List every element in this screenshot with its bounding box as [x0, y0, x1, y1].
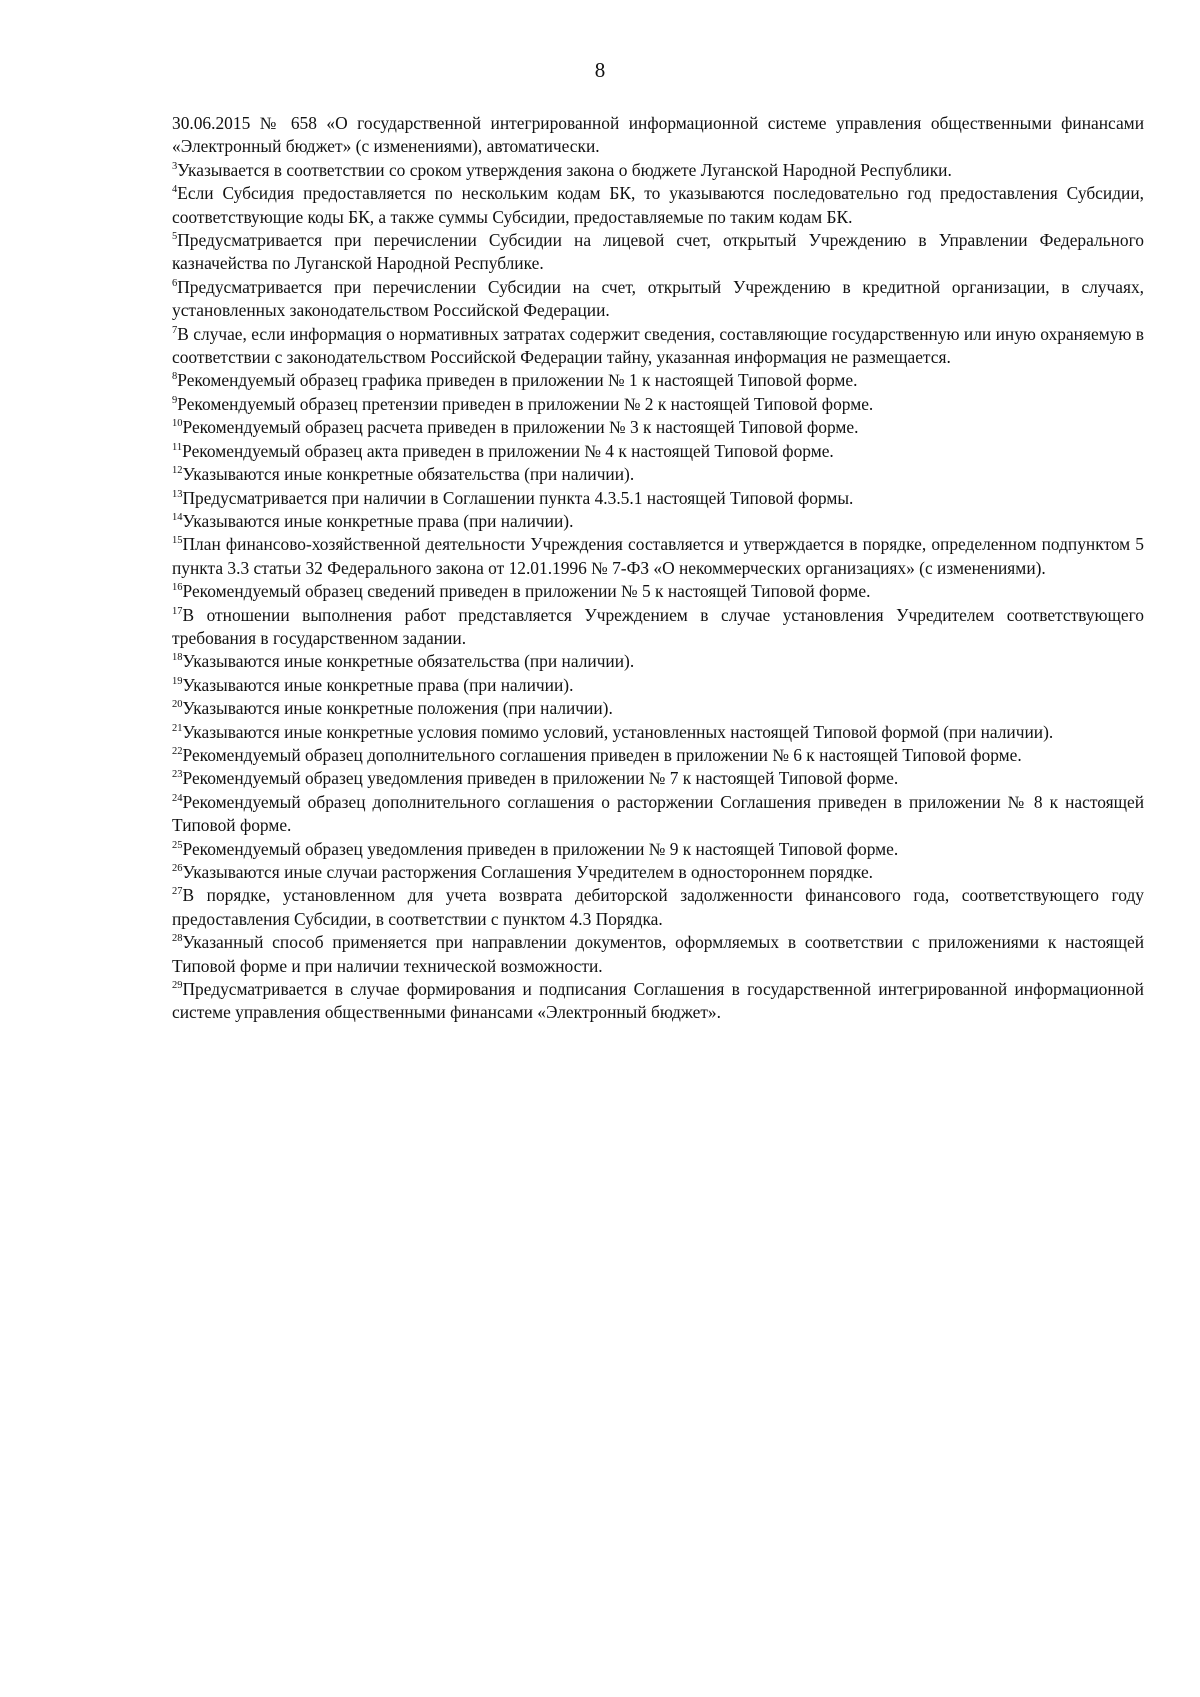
footnote — [172, 440, 1144, 463]
footnote-text: Предусматривается при перечислении Субсидии на счет, открытый Учреждению в кредитной организации, в случаях, установленных законодательством Российской Федерации. — [172, 276, 1144, 321]
footnote — [172, 510, 1144, 533]
footnote — [172, 369, 1144, 392]
footnote-text: Рекомендуемый образец дополнительного соглашения приведен в приложении № 6 к настоящей Типовой форме. — [182, 744, 1022, 765]
footnote — [172, 674, 1144, 697]
footnote-marker: 6 — [172, 278, 178, 290]
footnote-text: Если Субсидия предоставляется по нескольким кодам БК, то указываются последовательно год предоставления Субсидии, соответствующие коды БК, а также суммы Субсидии, предоставляемые по таким кодам БК. — [172, 183, 1144, 227]
footnote-marker: 11 — [172, 441, 183, 453]
footnote-marker: 28 — [172, 933, 183, 945]
footnote-marker: 29 — [172, 980, 183, 992]
footnote-text: Указываются иные конкретные права (при наличии). — [182, 510, 574, 531]
footnote-text: В порядке, установленном для учета возврата дебиторской задолженности финансового года, соответствующего году предоставления Субсидии, в соответствии с пунктом 4.3 Порядка. — [172, 885, 1144, 929]
footnote-marker: 20 — [172, 699, 183, 711]
footnote — [172, 393, 1144, 416]
footnote-marker: 8 — [172, 371, 178, 383]
footnote-marker: 27 — [172, 886, 183, 898]
footnote-text: Рекомендуемый образец уведомления приведен в приложении № 7 к настоящей Типовой форме. — [182, 768, 899, 789]
footnote-marker: 18 — [172, 652, 183, 664]
footnote — [172, 276, 1144, 323]
footnote-marker: 16 — [172, 582, 183, 594]
footnote — [172, 487, 1144, 510]
footnotes-list — [172, 112, 1144, 1025]
footnote-text: План финансово-хозяйственной деятельности Учреждения составляется и утверждается в порядке, определенном подпунктом 5 пункта 3.3 статьи 32 Федерального закона от 12.01.1996 № 7-ФЗ «О некоммерческих организациях» (с изменениями). — [172, 534, 1144, 578]
footnote — [172, 416, 1144, 439]
footnote-marker: 5 — [172, 231, 178, 243]
footnote — [172, 229, 1144, 276]
footnote — [172, 650, 1144, 673]
footnote — [172, 533, 1144, 580]
footnote-text: Рекомендуемый образец дополнительного соглашения о расторжении Соглашения приведен в приложении № 8 к настоящей Типовой форме. — [172, 791, 1144, 836]
footnote-marker: 24 — [172, 792, 183, 804]
footnote-marker: 10 — [172, 418, 183, 430]
footnote-text: Рекомендуемый образец акта приведен в приложении № 4 к настоящей Типовой форме. — [182, 440, 834, 461]
footnote-marker: 25 — [172, 839, 183, 851]
footnote-text: Указываются иные случаи расторжения Соглашения Учредителем в одностороннем порядке. — [182, 862, 874, 882]
footnote-marker: 9 — [172, 395, 178, 407]
footnote-marker: 15 — [172, 535, 183, 547]
footnote — [172, 463, 1144, 486]
footnote-marker: 22 — [172, 746, 183, 758]
footnote — [172, 580, 1144, 603]
footnote-text: Указываются иные конкретные права (при наличии). — [182, 674, 574, 695]
footnote-text: Рекомендуемый образец претензии приведен в приложении № 2 к настоящей Типовой форме. — [177, 393, 874, 414]
footnote-text: Рекомендуемый образец расчета приведен в приложении № 3 к настоящей Типовой форме. — [182, 417, 859, 438]
footnote — [172, 323, 1144, 370]
footnote — [172, 931, 1144, 978]
footnote-text: 30.06.2015 № 658 «О государственной интегрированной информационной системе управления общественными финансами «Электронный бюджет» (с изменениями), автоматически. — [172, 113, 1144, 157]
footnote-marker: 17 — [172, 605, 183, 617]
footnote-continuation — [172, 112, 1144, 159]
page-number: 8 — [594, 58, 606, 82]
footnote-marker: 19 — [172, 675, 183, 687]
footnote-marker: 7 — [172, 324, 178, 336]
footnote-marker: 12 — [172, 465, 183, 477]
footnote-text: Предусматривается при перечислении Субсидии на лицевой счет, открытый Учреждению в Управлении Федерального казначейства по Луганской Народной Республике. — [172, 230, 1144, 274]
footnote-text: Указываются иные конкретные условия помимо условий, установленных настоящей Типовой формой (при наличии). — [182, 721, 1054, 742]
footnote-text: Рекомендуемый образец уведомления приведен в приложении № 9 к настоящей Типовой форме. — [182, 838, 899, 859]
footnote-text: Предусматривается при наличии в Соглашении пункта 4.3.5.1 настоящей Типовой формы. — [182, 487, 854, 508]
footnote-text: Рекомендуемый образец сведений приведен в приложении № 5 к настоящей Типовой форме. — [182, 581, 871, 602]
footnote-text: Предусматривается в случае формирования и подписания Соглашения в государственной интегрированной информационной системе управления общественными финансами «Электронный бюджет». — [172, 979, 1144, 1023]
footnote-text: Указываются иные конкретные положения (при наличии). — [182, 698, 613, 719]
footnote-marker: 4 — [172, 184, 178, 196]
footnote — [172, 744, 1144, 767]
footnote-text: Указываются иные конкретные обязательства (при наличии). — [182, 651, 635, 672]
footnote-text: Указываются иные конкретные обязательства (при наличии). — [182, 464, 635, 485]
footnote — [172, 838, 1144, 861]
footnote — [172, 604, 1144, 651]
footnote — [172, 791, 1144, 838]
footnote-marker: 14 — [172, 512, 183, 524]
footnote — [172, 884, 1144, 931]
footnote — [172, 697, 1144, 720]
footnote — [172, 978, 1144, 1025]
footnote-marker: 13 — [172, 488, 183, 500]
footnote-text: Рекомендуемый образец графика приведен в приложении № 1 к настоящей Типовой форме. — [177, 370, 858, 391]
footnote — [172, 159, 1144, 182]
footnote-marker: 26 — [172, 863, 183, 875]
footnote-text: Указывается в соответствии со сроком утверждения закона о бюджете Луганской Народной Республики. — [177, 159, 952, 180]
footnote-text: В отношении выполнения работ представляется Учреждением в случае установления Учредителем соответствующего требования в государственном задании. — [172, 604, 1144, 648]
footnote-marker: 21 — [172, 722, 183, 734]
footnote-marker: 3 — [172, 161, 178, 173]
footnote — [172, 182, 1144, 229]
footnote-text: Указанный способ применяется при направлении документов, оформляемых в соответствии с приложениями к настоящей Типовой форме и при наличии технической возможности. — [172, 932, 1144, 976]
footnote-marker: 23 — [172, 769, 183, 781]
footnote — [172, 861, 1144, 884]
footnote-text: В случае, если информация о нормативных затратах содержит сведения, составляющие государственную или иную охраняемую в соответствии с законодательством Российской Федерации тайну, указанная информация не размещается. — [172, 323, 1144, 368]
footnote — [172, 767, 1144, 790]
footnote — [172, 721, 1144, 744]
